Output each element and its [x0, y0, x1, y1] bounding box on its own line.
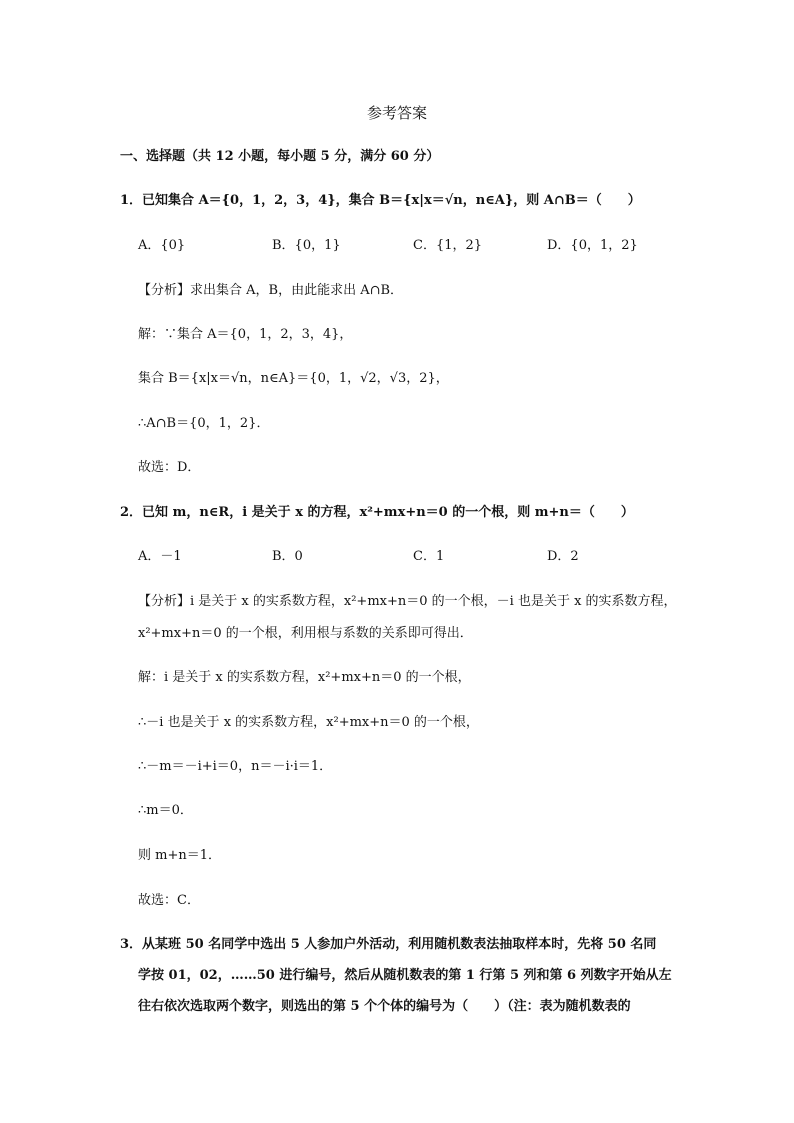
q1-solution-line-2: 集合 B＝{x|x＝√n，n∈A}＝{0，1，√2，√3，2}，: [138, 371, 449, 386]
q2-option-c: C．1: [413, 549, 445, 564]
q2-answer: 故选：C．: [138, 893, 200, 908]
q2-solution-line-5: 则 m+n＝1．: [138, 848, 221, 863]
q2-stem: 2．已知 m，n∈R，i 是关于 x 的方程，x²+mx+n＝0 的一个根，则 m+n＝（ ）: [120, 505, 634, 520]
q1-option-c: C．{1，2}: [413, 238, 483, 253]
q1-option-d: D．{0，1，2}: [547, 238, 638, 253]
q3-stem-line-2: 学按 01，02，……50 进行编号，然后从随机数表的第 1 行第 5 列和第 6 列数字开始从左: [138, 968, 672, 983]
q2-option-a: A．－1: [138, 549, 182, 564]
q2-solution-line-2: ∴－i 也是关于 x 的实系数方程，x²+mx+n＝0 的一个根，: [138, 715, 479, 730]
q1-solution-line-1: 解：∵集合 A＝{0，1，2，3，4}，: [138, 327, 353, 342]
q1-answer: 故选：D．: [138, 460, 201, 475]
q2-option-d: D．2: [547, 549, 579, 564]
q3-stem-line-3: 往右依次选取两个数字，则选出的第 5 个个体的编号为（ ）（注：表为随机数表的: [138, 999, 631, 1014]
section-heading: 一、选择题（共 12 小题，每小题 5 分，满分 60 分）: [120, 149, 440, 164]
q1-option-b: B．{0，1}: [272, 238, 341, 253]
q2-analysis-line-2: x²+mx+n＝0 的一个根，利用根与系数的关系即可得出．: [138, 626, 473, 641]
q1-stem: 1．已知集合 A＝{0，1，2，3，4}，集合 B＝{x|x＝√n，n∈A}，则 A∩B＝（ ）: [120, 193, 641, 208]
q2-solution-line-4: ∴m＝0．: [138, 803, 193, 818]
q1-solution-line-3: ∴A∩B＝{0，1，2}．: [138, 416, 270, 431]
page-title: 参考答案: [366, 104, 427, 122]
q2-option-b: B．0: [272, 549, 303, 564]
q2-solution-line-1: 解：i 是关于 x 的实系数方程，x²+mx+n＝0 的一个根，: [138, 670, 471, 685]
q3-stem-line-1: 3．从某班 50 名同学中选出 5 人参加户外活动，利用随机数表法抽取样本时，先将 50 名同: [120, 937, 657, 952]
q1-analysis: 【分析】求出集合 A，B，由此能求出 A∩B．: [138, 283, 404, 298]
q2-analysis-line-1: 【分析】i 是关于 x 的实系数方程，x²+mx+n＝0 的一个根，－i 也是关于 x 的实系数方程，: [138, 594, 677, 609]
q1-option-a: A．{0}: [138, 238, 186, 253]
q2-solution-line-3: ∴－m＝－i+i＝0，n＝－i·i＝1．: [138, 759, 333, 774]
